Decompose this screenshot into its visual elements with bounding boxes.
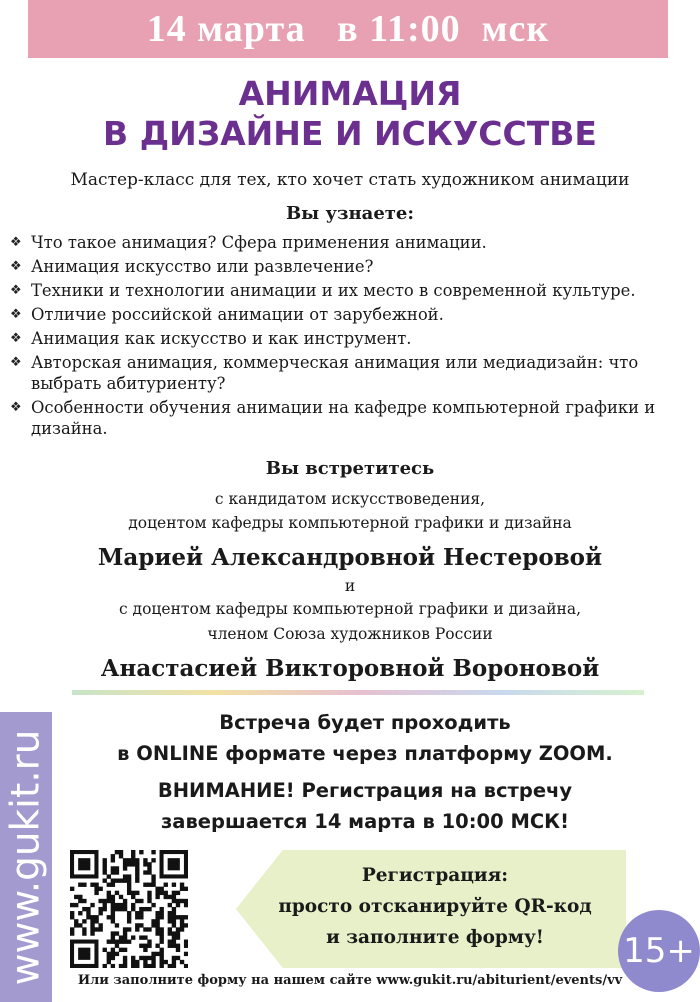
list-item: ❖ Анимация как искусство и как инструмент.: [10, 329, 412, 348]
person2-role-line1: с доцентом кафедры компьютерной графики и дизайна,: [118, 600, 582, 618]
diamond-bullet-icon: ❖: [10, 307, 22, 322]
list-item: ❖ Авторская анимация, коммерческая анимация или медиадизайн: что выбрать абитуриенту?: [10, 353, 639, 393]
diamond-bullet-icon: ❖: [10, 331, 22, 346]
date-banner: [28, 0, 668, 58]
learn-heading: Вы узнаете:: [285, 203, 415, 224]
title-line-2: В ДИЗАЙНЕ И ИСКУССТВЕ: [103, 114, 597, 153]
list-item: ❖ Анимация искусство или развлечение?: [10, 257, 374, 276]
list-item: ❖ Отличие российской анимации от зарубежной.: [10, 305, 444, 324]
learn-list: [10, 232, 698, 442]
list-item: ❖ Что такое анимация? Сфера применения анимации.: [10, 233, 487, 252]
person1-role-line1: с кандидатом искусствоведения,: [214, 490, 486, 508]
registration-line-1: Регистрация:: [361, 865, 509, 886]
list-item: ❖ Особенности обучения анимации на кафедре компьютерной графики и дизайна.: [10, 398, 656, 438]
diamond-bullet-icon: ❖: [10, 235, 22, 250]
side-website-text[interactable]: www.gukit.ru: [3, 729, 49, 985]
title-line-1: АНИМАЦИЯ: [238, 74, 462, 113]
person1-role-line2: доцентом кафедры компьютерной графики и дизайна: [128, 514, 572, 532]
diamond-bullet-icon: ❖: [10, 259, 22, 274]
person2-name: Анастасией Викторовной Вороновой: [100, 655, 600, 682]
age-rating-text: 15+: [623, 931, 695, 971]
person1-name: Марией Александровной Нестеровой: [97, 544, 603, 571]
diamond-bullet-icon: ❖: [10, 400, 22, 415]
list-item: ❖ Техники и технологии анимации и их место в современной культуре.: [10, 281, 636, 300]
diamond-bullet-icon: ❖: [10, 355, 22, 370]
registration-line-3: и заполните форму!: [326, 927, 544, 948]
conjunction: и: [344, 577, 356, 595]
registration-line-2: просто отсканируйте QR-код: [278, 896, 592, 917]
info-line-1: Встреча будет проходить: [219, 711, 511, 734]
info-line-4: завершается 14 марта в 10:00 МСК!: [160, 810, 570, 833]
footer-text: Или заполните форму на нашем сайте www.gukit.ru/abiturient/events/vv: [77, 973, 623, 988]
person2-role-line2: членом Союза художников России: [207, 625, 493, 643]
qr-code-graphic: [70, 850, 188, 968]
diamond-bullet-icon: ❖: [10, 283, 22, 298]
info-line-3: ВНИМАНИЕ! Регистрация на встречу: [157, 779, 573, 802]
meet-heading: Вы встретитесь: [265, 458, 435, 479]
registration-text: [260, 860, 610, 953]
subtitle: Мастер-класс для тех, кто хочет стать художником анимации: [70, 170, 630, 190]
qr-code-icon[interactable]: [70, 850, 188, 968]
date-time-text: 14 марта в 11:00 мск: [146, 8, 550, 50]
info-line-2: в ONLINE формате через платформу ZOOM.: [117, 742, 613, 765]
side-website-panel[interactable]: [0, 712, 52, 1002]
divider: [72, 690, 644, 695]
